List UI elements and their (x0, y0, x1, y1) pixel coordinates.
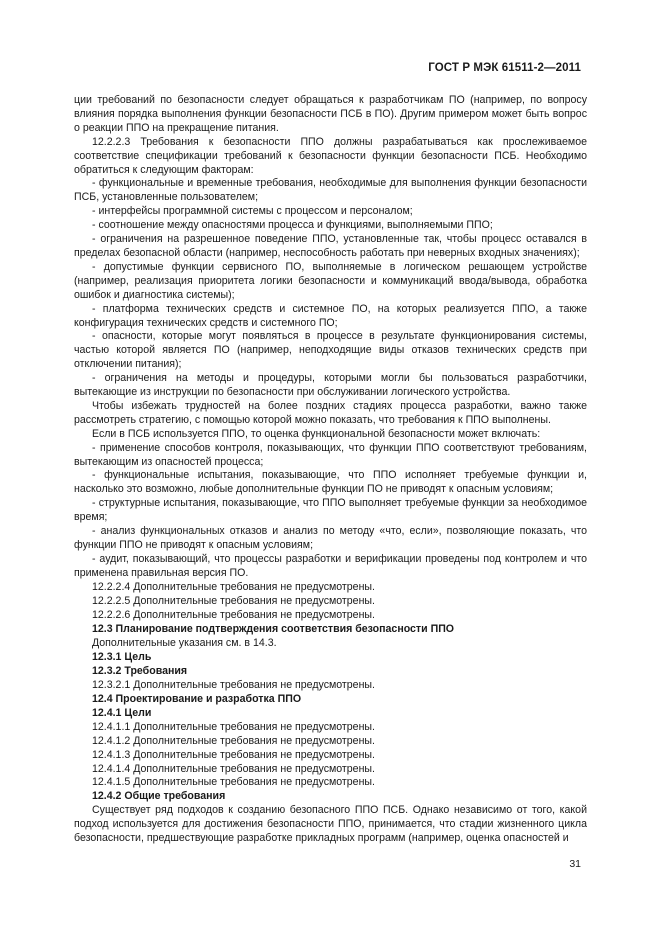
document-header: ГОСТ Р МЭК 61511-2—2011 (428, 62, 581, 74)
clause: 12.4.1.1 Дополнительные требования не предусмотрены. (92, 720, 375, 733)
clause: 12.4.1.2 Дополнительные требования не предусмотрены. (92, 734, 375, 747)
list-item: - анализ функциональных отказов и анализ по методу «что, если», позволяющие показать, что функции ППО не приводят к опасным условиям; (74, 525, 587, 551)
clause: 12.3.2.1 Дополнительные требования не предусмотрены. (92, 679, 375, 692)
clause: 12.2.2.5 Дополнительные требования не предусмотрены. (92, 594, 375, 607)
list-item: - функциональные и временные требования, необходимые для выполнения функции безопасности ПСБ, установленные пользователем; (74, 177, 587, 204)
paragraph: Чтобы избежать трудностей на более поздних стадиях процесса разработки, важно также рассмотреть стратегию, с помощью которой можно показать, что требования к ППО выполнены. (74, 399, 587, 426)
list-item: - интерфейсы программной системы с процессом и персоналом; (92, 205, 413, 218)
list-item: - применение способов контроля, показывающих, что функции ППО соответствуют требованиям, вытекающим из опасностей процесса; (74, 441, 587, 468)
list-item: - допустимые функции сервисного ПО, выполняемые в логическом решающем устройстве (например, реализация приоритета логики безопасности и коммуникаций ввода/вывода, обработка ошибок и диагностика системы); (74, 260, 587, 301)
list-item: - ограничения на разрешенное поведение ППО, установленные так, чтобы процесс оставался в пределах безопасной области (например, неспособность работать при неверных входных значениях); (74, 233, 587, 259)
subsection-heading: 12.3.2 Требования (92, 665, 188, 678)
list-item: - соотношение между опасностями процесса и функциями, выполняемыми ППО; (92, 219, 493, 232)
paragraph: Существует ряд подходов к созданию безопасного ППО ПСБ. Однако независимо от того, какой подход используется для достижения безопасности ППО, принимается, что стадии жизненного цикла безопасности, предшествующие разработке прикладных программ (например, оценка опасностей и (74, 804, 587, 845)
subsection-heading: 12.3.1 Цель (92, 651, 152, 664)
paragraph: Дополнительные указания см. в 14.3. (92, 637, 277, 650)
list-item: - структурные испытания, показывающие, что ППО выполняет требуемые функции за необходимое время; (74, 497, 587, 524)
clause: 12.2.2.4 Дополнительные требования не предусмотрены. (92, 580, 375, 593)
page-body (74, 94, 587, 846)
paragraph: Если в ПСБ используется ППО, то оценка функциональной безопасности может включать: (92, 427, 541, 440)
list-item: - опасности, которые могут появляться в процессе в результате функционирования системы, частью которой является ПО (например, неподходящие виды отказов технических средств при отключении питания); (74, 330, 587, 371)
subsection-heading: 12.4.2 Общие требования (92, 790, 226, 803)
list-item: - ограничения на методы и процедуры, которыми могли бы пользоваться разработчики, вытекающие из инструкции по безопасности при обслуживании логического устройства. (74, 372, 587, 399)
clause: 12.4.1.3 Дополнительные требования не предусмотрены. (92, 748, 375, 761)
clause: 12.4.1.4 Дополнительные требования не предусмотрены. (92, 762, 375, 775)
subsection-heading: 12.4.1 Цели (92, 706, 152, 719)
list-item: - платформа технических средств и системное ПО, на которых реализуется ППО, а также конфигурация технических средств и системного ПО; (74, 302, 587, 329)
clause: 12.2.2.6 Дополнительные требования не предусмотрены. (92, 608, 375, 621)
list-item: - функциональные испытания, показывающие, что ППО исполняет требуемые функции и, насколько это возможно, любые дополнительные функции ПО не приводят к опасным условиям; (74, 469, 587, 496)
section-heading: 12.4 Проектирование и разработка ППО (92, 692, 302, 705)
paragraph: 12.2.2.3 Требования к безопасности ППО должны разрабатываться как прослеживаемое соответствие спецификации требований к безопасности функции безопасности ПСБ. Необходимо обратиться к следующим факторам: (74, 135, 587, 176)
page-number: 31 (569, 858, 581, 870)
section-heading: 12.3 Планирование подтверждения соответствия безопасности ППО (92, 623, 455, 636)
paragraph: ции требований по безопасности следует обращаться к разработчикам ПО (например, по вопросу влияния порядка выполнения функции безопасности ПСБ в ПО). Другим примером может быть вопрос о реакции ППО на прекращение питания. (74, 94, 587, 134)
clause: 12.4.1.5 Дополнительные требования не предусмотрены. (92, 776, 375, 789)
list-item: - аудит, показывающий, что процессы разработки и верификации проведены под контролем и что применена правильная версия ПО. (74, 552, 587, 579)
